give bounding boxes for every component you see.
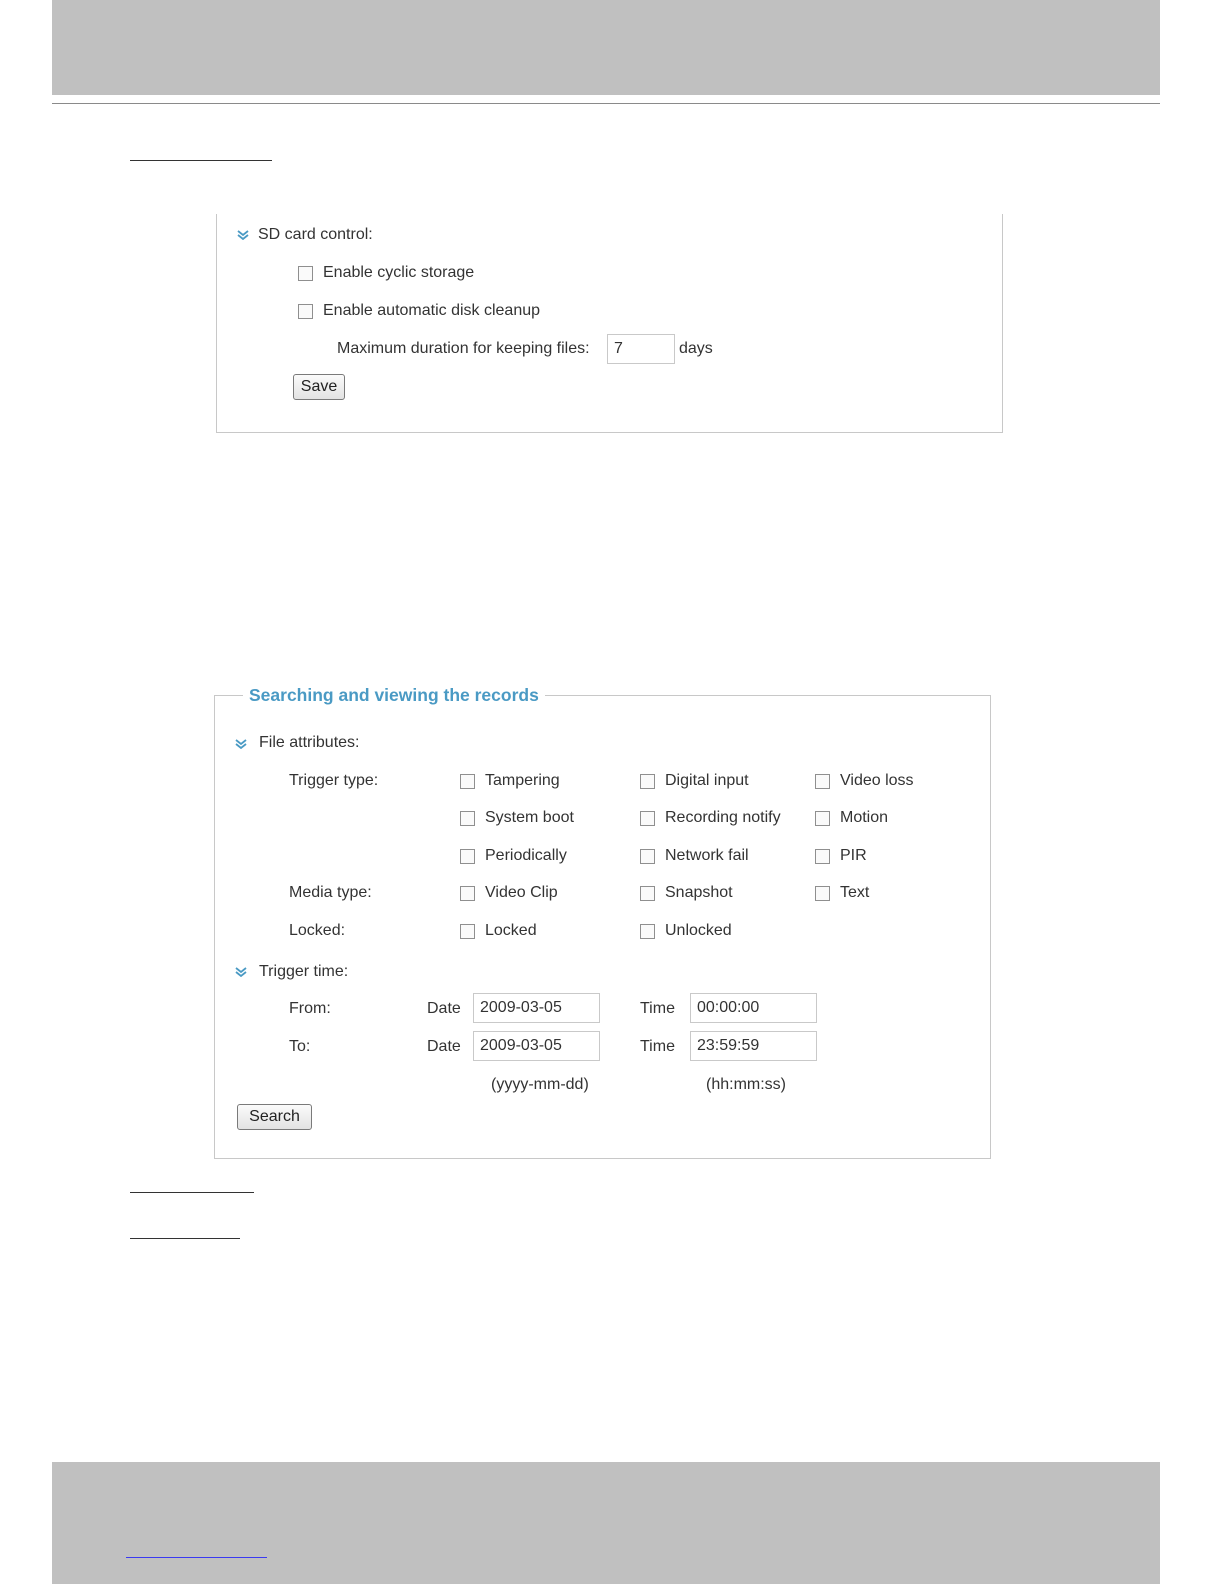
to-date-input[interactable]: 2009-03-05 <box>473 1031 600 1061</box>
heading-underline <box>130 160 272 161</box>
periodically-label: Periodically <box>485 847 567 864</box>
header-rule <box>52 103 1160 104</box>
footer-link-underline[interactable] <box>126 1557 267 1558</box>
video-clip-label: Video Clip <box>485 884 558 901</box>
double-chevron-down-icon <box>237 230 249 240</box>
time-format-hint: (hh:mm:ss) <box>706 1076 786 1093</box>
save-button[interactable]: Save <box>293 374 345 400</box>
media-type-label: Media type: <box>289 884 372 901</box>
trigger-type-label: Trigger type: <box>289 772 379 789</box>
date-format-hint: (yyyy-mm-dd) <box>491 1076 589 1093</box>
locked-row-label: Locked: <box>289 922 346 939</box>
page-footer-band <box>52 1462 1160 1584</box>
motion-label: Motion <box>840 809 889 826</box>
motion-checkbox[interactable] <box>815 811 830 826</box>
from-label: From: <box>289 1000 331 1017</box>
digital-input-checkbox[interactable] <box>640 774 655 789</box>
from-time-input[interactable]: 00:00:00 <box>690 993 817 1023</box>
pir-checkbox[interactable] <box>815 849 830 864</box>
page-header-band <box>52 0 1160 95</box>
from-time-label: Time <box>640 1000 675 1017</box>
snapshot-checkbox[interactable] <box>640 886 655 901</box>
recording-notify-checkbox[interactable] <box>640 811 655 826</box>
cyclic-storage-checkbox[interactable] <box>298 266 313 281</box>
recording-notify-label: Recording notify <box>665 809 781 826</box>
digital-input-label: Digital input <box>665 772 749 789</box>
file-attributes-label: File attributes: <box>259 734 360 751</box>
to-time-label: Time <box>640 1038 675 1055</box>
pir-label: PIR <box>840 847 867 864</box>
unlocked-label: Unlocked <box>665 922 732 939</box>
locked-checkbox[interactable] <box>460 924 475 939</box>
trigger-time-label: Trigger time: <box>259 963 349 980</box>
to-time-input[interactable]: 23:59:59 <box>690 1031 817 1061</box>
from-date-input[interactable]: 2009-03-05 <box>473 993 600 1023</box>
sd-card-control-panel <box>216 214 1003 433</box>
heading-underline <box>130 1238 240 1239</box>
periodically-checkbox[interactable] <box>460 849 475 864</box>
disk-cleanup-label: Enable automatic disk cleanup <box>323 302 541 319</box>
snapshot-label: Snapshot <box>665 884 733 901</box>
from-date-label: Date <box>427 1000 461 1017</box>
search-records-panel <box>214 685 991 1159</box>
max-duration-label: Maximum duration for keeping files: <box>337 340 590 357</box>
cyclic-storage-label: Enable cyclic storage <box>323 264 475 281</box>
days-label: days <box>679 340 713 357</box>
heading-underline <box>130 1192 254 1193</box>
locked-label: Locked <box>485 922 537 939</box>
text-label: Text <box>840 884 870 901</box>
video-clip-checkbox[interactable] <box>460 886 475 901</box>
sd-card-control-label: SD card control: <box>258 226 373 243</box>
disk-cleanup-checkbox[interactable] <box>298 304 313 319</box>
double-chevron-down-icon <box>235 739 247 749</box>
text-checkbox[interactable] <box>815 886 830 901</box>
tampering-label: Tampering <box>485 772 560 789</box>
unlocked-checkbox[interactable] <box>640 924 655 939</box>
tampering-checkbox[interactable] <box>460 774 475 789</box>
video-loss-checkbox[interactable] <box>815 774 830 789</box>
network-fail-label: Network fail <box>665 847 749 864</box>
search-records-legend: Searching and viewing the records <box>243 684 545 706</box>
system-boot-label: System boot <box>485 809 574 826</box>
max-duration-input[interactable]: 7 <box>607 334 675 364</box>
to-label: To: <box>289 1038 311 1055</box>
search-button[interactable]: Search <box>237 1104 312 1130</box>
network-fail-checkbox[interactable] <box>640 849 655 864</box>
to-date-label: Date <box>427 1038 461 1055</box>
system-boot-checkbox[interactable] <box>460 811 475 826</box>
video-loss-label: Video loss <box>840 772 914 789</box>
double-chevron-down-icon <box>235 967 247 977</box>
